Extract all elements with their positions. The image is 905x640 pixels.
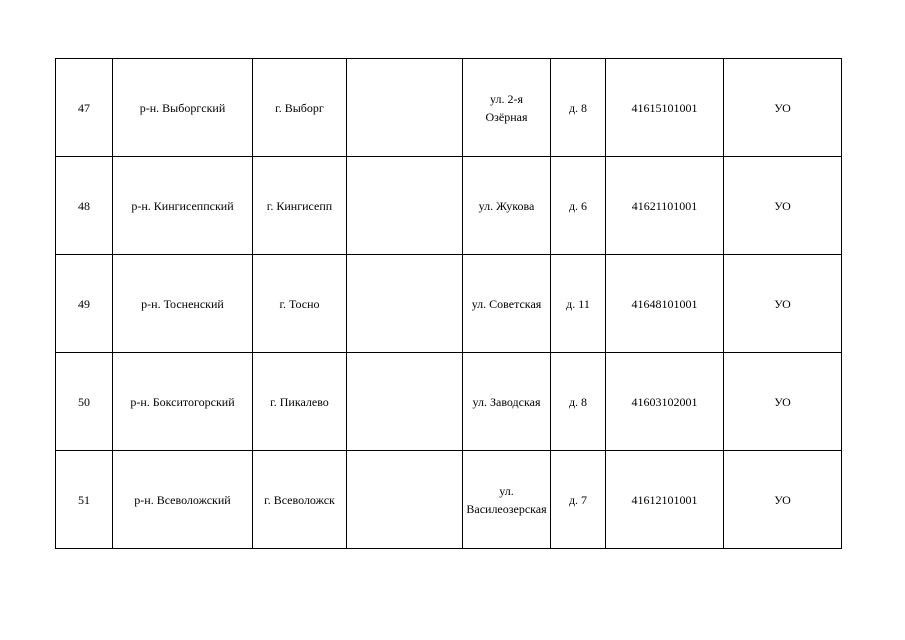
type-cell: УО — [724, 255, 842, 353]
city-cell: г. Тосно — [253, 255, 347, 353]
type-cell: УО — [724, 353, 842, 451]
row-number-cell: 47 — [56, 59, 113, 157]
code-cell: 41612101001 — [606, 451, 724, 549]
row-number-cell: 50 — [56, 353, 113, 451]
house-cell: д. 11 — [551, 255, 606, 353]
type-cell: УО — [724, 157, 842, 255]
district-cell: р-н. Бокситогорский — [113, 353, 253, 451]
city-cell: г. Всеволожск — [253, 451, 347, 549]
district-cell: р-н. Всеволожский — [113, 451, 253, 549]
table-row — [56, 353, 842, 451]
table-row — [56, 157, 842, 255]
district-cell: р-н. Кингисеппский — [113, 157, 253, 255]
district-cell: р-н. Тосненский — [113, 255, 253, 353]
house-cell: д. 6 — [551, 157, 606, 255]
street-cell: ул. Заводская — [463, 353, 551, 451]
street-cell: ул. Советская — [463, 255, 551, 353]
empty-cell — [347, 59, 463, 157]
code-cell: 41603102001 — [606, 353, 724, 451]
empty-cell — [347, 353, 463, 451]
code-cell: 41615101001 — [606, 59, 724, 157]
house-cell: д. 8 — [551, 353, 606, 451]
street-cell: ул. 2-я Озёрная — [463, 59, 551, 157]
empty-cell — [347, 255, 463, 353]
city-cell: г. Кингисепп — [253, 157, 347, 255]
code-cell: 41621101001 — [606, 157, 724, 255]
empty-cell — [347, 451, 463, 549]
table-row — [56, 255, 842, 353]
house-cell: д. 8 — [551, 59, 606, 157]
table-row — [56, 59, 842, 157]
table-row — [56, 451, 842, 549]
district-cell: р-н. Выборгский — [113, 59, 253, 157]
city-cell: г. Выборг — [253, 59, 347, 157]
house-cell: д. 7 — [551, 451, 606, 549]
type-cell: УО — [724, 59, 842, 157]
city-cell: г. Пикалево — [253, 353, 347, 451]
street-cell: ул. Жукова — [463, 157, 551, 255]
row-number-cell: 49 — [56, 255, 113, 353]
type-cell: УО — [724, 451, 842, 549]
street-cell: ул. Василеозерская — [463, 451, 551, 549]
row-number-cell: 48 — [56, 157, 113, 255]
code-cell: 41648101001 — [606, 255, 724, 353]
row-number-cell: 51 — [56, 451, 113, 549]
registry-table — [55, 58, 842, 549]
empty-cell — [347, 157, 463, 255]
